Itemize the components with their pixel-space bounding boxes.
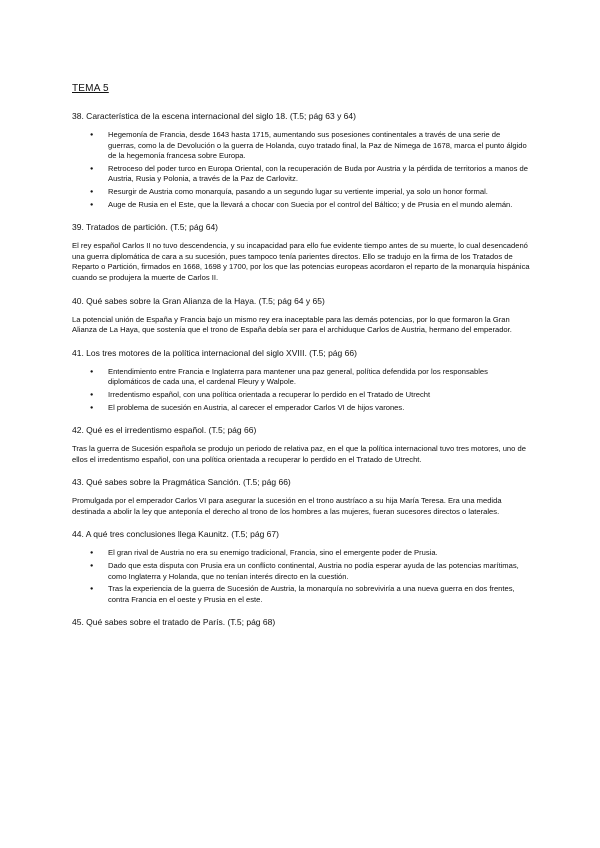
- list-item: ● Resurgir de Austria como monarquía, pasando a un segundo lugar su vertiente imperial, ya solo un honor formal.: [108, 187, 530, 198]
- question-41: 41. Los tres motores de la política internacional del siglo XVIII. (T.5; pág 66): [72, 347, 357, 358]
- list-item: ● Retroceso del poder turco en Europa Oriental, con la recuperación de Buda por Austria y la pérdida de territorios a manos de Austria, Rusia y Polonia, a través de la Paz de Carlovitz.: [108, 164, 530, 185]
- answer-43: Promulgada por el emperador Carlos VI para asegurar la sucesión en el trono austríaco a su hija María Teresa. Era una medida destinada a abolir la ley que anteponía el derecho al trono de los hombres a las mujeres, fueran sucesores directos o laterales.: [72, 496, 502, 516]
- bullet-list-41: [72, 367, 530, 413]
- question-45: 45. Qué sabes sobre el tratado de París. (T.5; pág 68): [72, 617, 276, 628]
- list-item: ● Dado que esta disputa con Prusia era un conflicto continental, Austria no podía esperar ayuda de las potencias marítimas, como Inglaterra y Holanda, que no tenían interés directo en la cuestión.: [108, 561, 530, 582]
- list-item: ● Hegemonía de Francia, desde 1643 hasta 1715, aumentando sus posesiones continentales a través de una serie de guerras, como la de Devolución o la guerra de Holanda, cuyo tratado final, la Paz de Nimega de 1678, marca el punto álgido de la hegemonía francesa sobre Europa.: [108, 130, 530, 162]
- question-38: 38. Característica de la escena internacional del siglo 18. (T.5; pág 63 y 64): [72, 111, 356, 121]
- question-40: 40. Qué sabes sobre la Gran Alianza de la Haya. (T.5; pág 64 y 65): [72, 295, 325, 306]
- question-39: 39. Tratados de partición. (T.5; pág 64): [72, 222, 219, 233]
- answer-40: La potencial unión de España y Francia bajo un mismo rey era inaceptable para las demás potencias, por lo que formaron la Gran Alianza de La Haya, que sostenía que el trono de España debía ser para el archiduque Carlos de Austria, hermano del emperador.: [72, 314, 512, 335]
- list-item: ● Entendimiento entre Francia e Inglaterra para mantener una paz general, política defendida por los responsables diplomáticos de cada una, el cardenal Fleury y Walpole.: [108, 367, 530, 388]
- answer-42: Tras la guerra de Sucesión española se produjo un periodo de relativa paz, en el que la política internacional tuvo tres motores, uno de ellos el irredentismo español, con una política orientada a recuperar lo perdido en el Tratado de Utrecht.: [72, 444, 526, 464]
- list-item: ● Auge de Rusia en el Este, que la llevará a chocar con Suecia por el control del Báltico; y de Prusia en el mundo alemán.: [108, 200, 530, 211]
- list-item: ● El problema de sucesión en Austria, al carecer el emperador Carlos VI de hijos varones.: [108, 403, 530, 414]
- bullet-list-44: [72, 548, 530, 605]
- list-item: ● Irredentismo español, con una política orientada a recuperar lo perdido en el Tratado de Utrecht: [108, 390, 530, 401]
- bullet-list-38: [72, 130, 530, 210]
- question-44: 44. A qué tres conclusiones llega Kaunitz. (T.5; pág 67): [72, 529, 279, 540]
- question-43: 43. Qué sabes sobre la Pragmática Sanción. (T.5; pág 66): [72, 477, 291, 488]
- question-42: 42. Qué es el irredentismo español. (T.5; pág 66): [72, 425, 257, 436]
- answer-39: El rey español Carlos II no tuvo descendencia, y su incapacidad para ello fue evidente tiempo antes de su muerte, lo cual desencadenó una guerra diplomática de cara a su sucesión, pues tampoco tenía parientes directos. Ello se tradujo en la firma de los Tratados de Reparto o Partición, firmados en 1668, 1698 y 1700, por los que las potencias europeas acordaron el reparto de la monarquía hispánica cuando se produjera la muerte de Carlos II.: [72, 241, 530, 282]
- list-item: ● El gran rival de Austria no era su enemigo tradicional, Francia, sino el emergente poder de Prusia.: [108, 548, 530, 559]
- document-page: [72, 83, 530, 636]
- page-title: TEMA 5: [72, 83, 109, 94]
- list-item: ● Tras la experiencia de la guerra de Sucesión de Austria, la monarquía no sobreviviría a una nueva guerra en dos frentes, contra Francia en el oeste y Prusia en el este.: [108, 584, 530, 605]
